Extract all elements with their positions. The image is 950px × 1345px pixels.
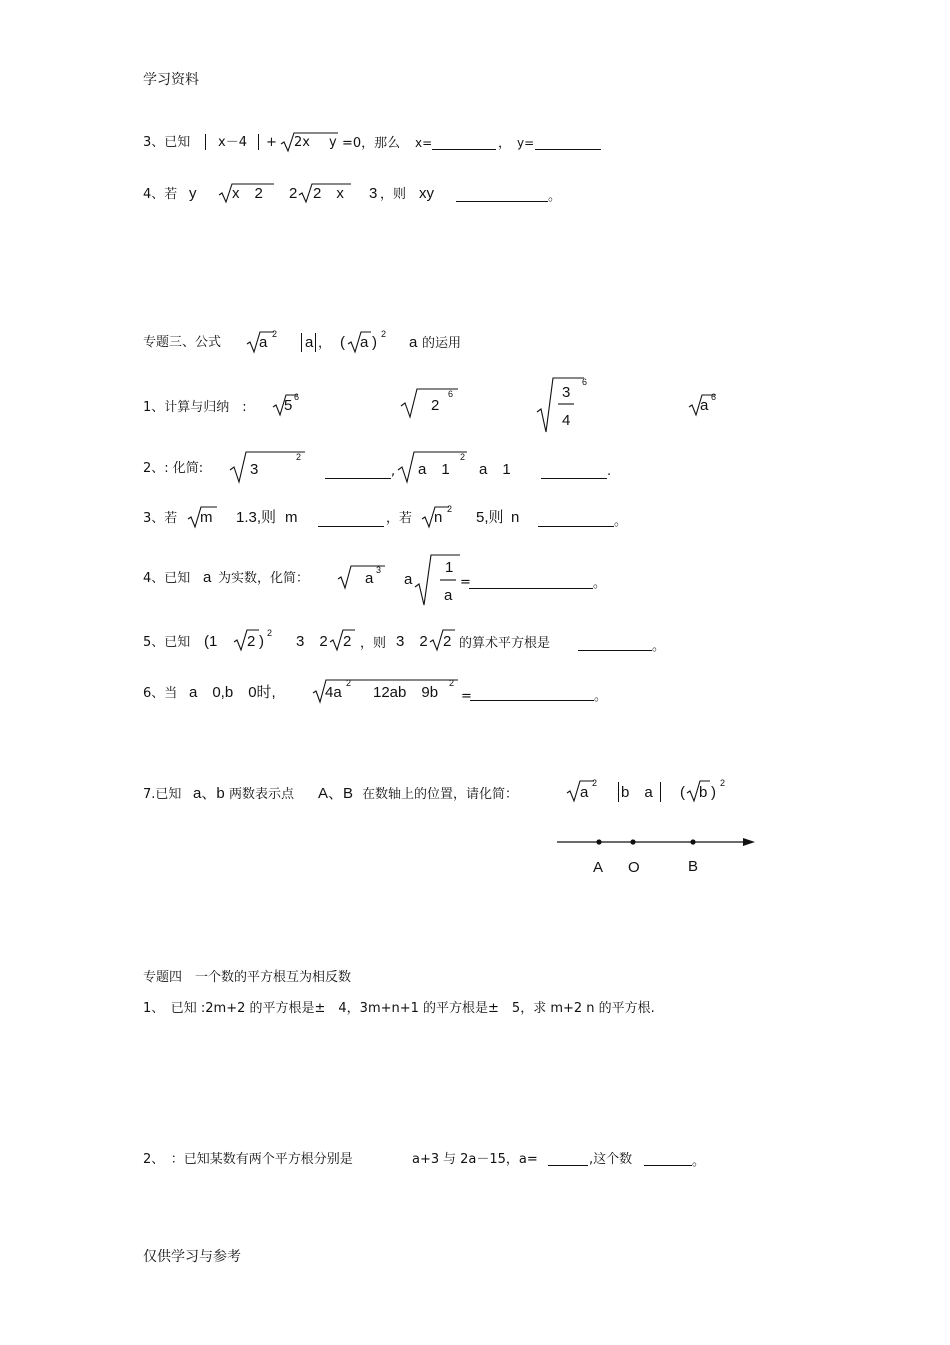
- p4-then: ，则: [380, 187, 407, 202]
- topic3-sq2: 2: [381, 329, 387, 339]
- t3q7-AB: A、B: [318, 785, 354, 802]
- t3q6-r: 4a: [325, 684, 342, 701]
- t3q5-p2: ): [259, 633, 264, 650]
- p3-y: y: [329, 135, 337, 150]
- blank-x[interactable]: [432, 149, 496, 150]
- blank-number[interactable]: [644, 1165, 692, 1166]
- t3q2-tail: a 1: [479, 461, 511, 478]
- t3q1-e2: 6: [448, 389, 454, 399]
- t3q5-r1: 2: [247, 633, 256, 650]
- p4-rad1: x 2: [232, 185, 263, 202]
- blank-q5[interactable]: [578, 650, 652, 651]
- t3q2-end: .: [607, 464, 612, 479]
- t3q5-p1: (1: [204, 633, 218, 650]
- t3q3-label: 3、若: [143, 511, 178, 526]
- t3q7-a: a: [580, 784, 589, 801]
- t3q6-eq: =: [461, 689, 472, 704]
- t3q5-three: 3 2: [396, 633, 428, 650]
- t3q3-mid: ，若: [386, 511, 413, 526]
- t3q1-e4: 6: [711, 392, 717, 402]
- topic4-q2-end: 。: [692, 1154, 706, 1169]
- topic4-title: 专题四 一个数的平方根互为相反数: [143, 970, 352, 985]
- abs-bar-right: [660, 782, 661, 802]
- topic4-q2-mid: 与 2a－15，a=: [443, 1152, 538, 1167]
- p3-label: 3、已知: [143, 135, 191, 150]
- topic3-tail-a: a: [409, 334, 418, 351]
- abs-bar-right: [258, 134, 259, 150]
- t3q3-val: 1.3,则: [236, 509, 277, 526]
- t3q7-b: b: [699, 784, 708, 801]
- t3q1-num3: 3: [562, 384, 571, 401]
- t3q2-r2: a 1: [418, 461, 450, 478]
- t3q6-e1: 2: [346, 678, 352, 688]
- t3q1-b2: 2: [431, 397, 440, 414]
- topic3-comma: ，: [318, 336, 332, 351]
- t3q6-end: 。: [594, 689, 608, 704]
- t3q7-e1: 2: [592, 778, 598, 788]
- blank-y[interactable]: [535, 149, 601, 150]
- t3q4-r1: a: [365, 570, 374, 587]
- point-o: [630, 839, 635, 844]
- label-b: B: [688, 858, 699, 875]
- label-a: A: [593, 859, 604, 876]
- page-footer: 仅供学习与参考: [143, 1249, 241, 1265]
- p4-three: 3: [369, 185, 378, 202]
- t3q3-m: m: [200, 509, 213, 526]
- abs-bar-right: [315, 333, 316, 352]
- topic3-sq: 2: [272, 329, 278, 339]
- t3q6-cond: a 0,b 0时,: [189, 684, 276, 701]
- t3q7-abs: b a: [621, 784, 653, 801]
- topic4-q2-expr: a+3: [412, 1152, 440, 1167]
- t3q4-label: 4、已知: [143, 571, 191, 586]
- t3q4-text: 为实数，化简：: [218, 571, 310, 586]
- p4-xy: xy: [419, 185, 434, 202]
- t3q7-paren-open: (: [680, 784, 685, 801]
- t3q1-e1: 6: [294, 392, 300, 402]
- t3q7-label: 7.已知: [143, 787, 182, 802]
- t3q1-e3: 6: [582, 377, 588, 387]
- page-header: 学习资料: [143, 72, 199, 88]
- p4-y: y: [189, 185, 197, 202]
- blank-1[interactable]: [325, 478, 391, 479]
- t3q5-label: 5、已知: [143, 635, 191, 650]
- t3q7-ab: a、b: [193, 785, 225, 802]
- topic3-abs-a: a: [305, 334, 314, 351]
- t3q4-num: 1: [445, 559, 454, 576]
- t3q4-coef: a: [404, 571, 413, 588]
- t3q1-den3: 4: [562, 412, 571, 429]
- t3q2-label: 2、: 化简:: [143, 461, 204, 476]
- t3q2-comma: ,: [391, 464, 396, 479]
- p4-rad2: 2 x: [313, 185, 344, 202]
- number-line: [555, 834, 760, 850]
- t3q2-r1: 3: [250, 461, 259, 478]
- t3q5-mid: 3 2: [296, 633, 328, 650]
- p3-rad: 2x: [294, 135, 310, 150]
- blank-a[interactable]: [548, 1165, 588, 1166]
- label-o: O: [628, 859, 640, 876]
- t3q3-end: 。: [614, 514, 628, 529]
- blank-2[interactable]: [541, 478, 607, 479]
- t3q6-mid: 12ab 9b: [373, 684, 439, 701]
- t3q1-b1: 5: [284, 397, 293, 414]
- t3q3-e: 2: [447, 504, 453, 514]
- t3q3-m2: m: [285, 509, 298, 526]
- topic4-q2-text: ,这个数: [589, 1152, 633, 1167]
- blank-q6[interactable]: [470, 700, 594, 701]
- t3q2-e2: 2: [460, 452, 466, 462]
- blank-q4[interactable]: [469, 588, 593, 589]
- t3q1-label: 1、计算与归纳 :: [143, 400, 247, 415]
- t3q3-n2: n: [511, 509, 520, 526]
- t3q7-text2: 在数轴上的位置，请化简：: [362, 787, 519, 802]
- p4-end: 。: [548, 189, 562, 204]
- t3q3-val2: 5,则: [476, 509, 504, 526]
- sqrt-sign: [536, 376, 586, 434]
- t3q3-n: n: [434, 509, 443, 526]
- p3-y-eq: y=: [517, 136, 535, 150]
- t3q7-text1: 两数表示点: [229, 787, 295, 802]
- p3-eq0: =0，那么: [342, 136, 401, 151]
- topic3-a: a: [259, 334, 268, 351]
- t3q4-end: 。: [593, 576, 607, 591]
- t3q7-paren-close: ): [711, 784, 716, 801]
- t3q5-then: ，则: [360, 636, 387, 651]
- t3q5-end: 。: [652, 639, 666, 654]
- t3q5-r2: 2: [343, 633, 352, 650]
- abs-bar-left: [205, 134, 206, 150]
- topic3-paren-close: ): [372, 334, 377, 351]
- t3q5-r3: 2: [443, 633, 452, 650]
- topic3-paren-open: (: [340, 334, 345, 351]
- t3q4-a: a: [203, 569, 212, 586]
- t3q6-e2: 2: [449, 678, 455, 688]
- point-b: [690, 839, 695, 844]
- p3-comma: ，: [498, 136, 512, 151]
- t3q6-label: 6、当: [143, 686, 178, 701]
- arrow-right-icon: [743, 838, 755, 846]
- abs-bar-left: [618, 782, 619, 802]
- topic3-inner-a: a: [360, 334, 369, 351]
- t3q5-text: 的算术平方根是: [459, 636, 551, 651]
- topic3-title: 专题三、公式: [143, 335, 222, 350]
- sqrt-sign: [414, 553, 462, 607]
- t3q4-den: a: [444, 587, 453, 604]
- blank-m[interactable]: [318, 526, 384, 527]
- topic3-tail: 的运用: [422, 336, 462, 351]
- t3q7-e2: 2: [720, 778, 726, 788]
- t3q4-eq: =: [460, 575, 471, 590]
- blank-xy[interactable]: [456, 201, 548, 202]
- t3q1-b4: a: [700, 397, 709, 414]
- blank-n[interactable]: [538, 526, 614, 527]
- p3-plus: +: [266, 135, 277, 150]
- p4-label: 4、若: [143, 187, 178, 202]
- t3q2-e1: 2: [296, 452, 302, 462]
- p3-abs-expr: x－4: [218, 135, 247, 150]
- topic4-q1: 1、 已知 :2m+2 的平方根是± 4，3m+n+1 的平方根是± 5，求 m+2 n 的平方根.: [143, 1001, 655, 1016]
- abs-bar-left: [301, 333, 302, 352]
- t3q5-e: 2: [267, 628, 273, 638]
- topic4-q2-label: 2、 ：已知某数有两个平方根分别是: [143, 1152, 353, 1167]
- t3q4-e1: 3: [376, 565, 382, 575]
- p4-two: 2: [289, 185, 298, 202]
- point-a: [596, 839, 601, 844]
- p3-x-eq: x=: [415, 136, 433, 150]
